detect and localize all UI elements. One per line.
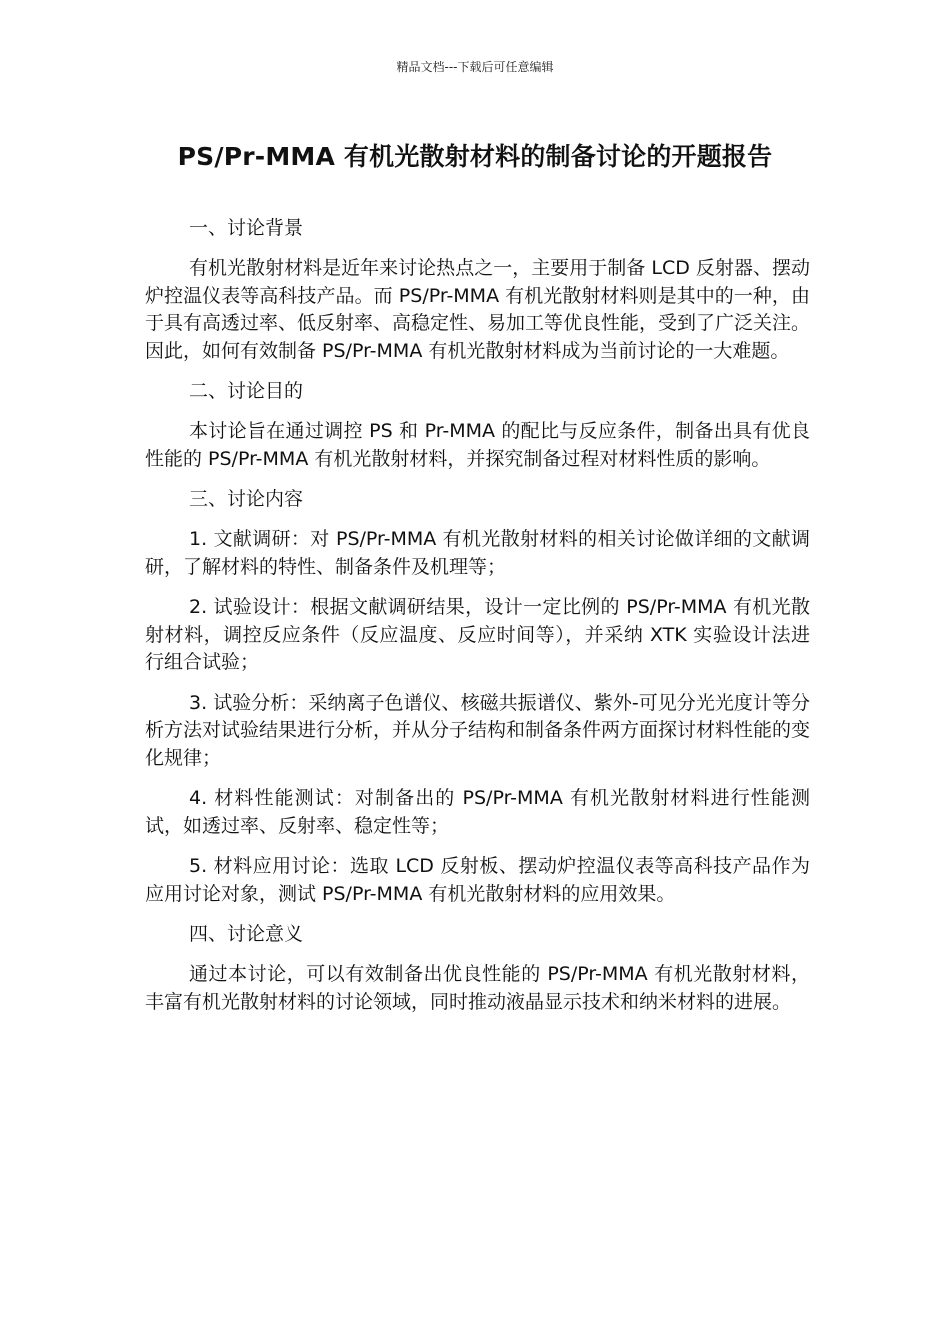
list-item: 1. 文献调研：对 PS/Pr-MMA 有机光散射材料的相关讨论做详细的文献调研，了解材料的特性、制备条件及机理等； (145, 528, 810, 578)
list-item: 3. 试验分析：采纳离子色谱仪、核磁共振谱仪、紫外-可见分光光度计等分析方法对试验结果进行分析，并从分子结构和制备条件两方面探讨材料性能的变化规律； (145, 691, 811, 769)
list-item: 4. 材料性能测试：对制备出的 PS/Pr-MMA 有机光散射材料进行性能测试，如透过率、反射率、稳定性等； (145, 787, 810, 837)
section-background (145, 215, 810, 365)
document-title: PS/Pr-MMA 有机光散射材料的制备讨论的开题报告 (177, 142, 773, 171)
section-heading: 一、讨论背景 (189, 217, 304, 239)
section-content (145, 486, 810, 908)
section-purpose (145, 378, 810, 473)
section-significance (145, 921, 810, 1016)
document-body (145, 215, 810, 1029)
paragraph: 通过本讨论，可以有效制备出优良性能的 PS/Pr-MMA 有机光散射材料，丰富有机光散射材料的讨论领域，同时推动液晶显示技术和纳米材料的进展。 (145, 963, 810, 1013)
section-heading: 三、讨论内容 (189, 488, 304, 510)
header-note: 精品文档---下载后可任意编辑 (396, 60, 554, 74)
paragraph: 本讨论旨在通过调控 PS 和 Pr-MMA 的配比与反应条件，制备出具有优良性能的 PS/Pr-MMA 有机光散射材料，并探究制备过程对材料性质的影响。 (145, 420, 810, 470)
list-item: 2. 试验设计：根据文献调研结果，设计一定比例的 PS/Pr-MMA 有机光散射材料，调控反应条件（反应温度、反应时间等），并采纳 XTK 实验设计法进行组合试验； (145, 596, 810, 673)
list-item: 5. 材料应用讨论：选取 LCD 反射板、摆动炉控温仪表等高科技产品作为应用讨论对象，测试 PS/Pr-MMA 有机光散射材料的应用效果。 (145, 855, 810, 905)
section-heading: 四、讨论意义 (189, 923, 304, 945)
section-heading: 二、讨论目的 (189, 380, 304, 402)
paragraph: 有机光散射材料是近年来讨论热点之一，主要用于制备 LCD 反射器、摆动炉控温仪表等高科技产品。而 PS/Pr-MMA 有机光散射材料则是其中的一种，由于具有高透过率、低反射率、高稳定性、易加工等优良性能，受到了广泛关注。因此，如何有效制备 PS/Pr-MMA 有机光散射材料成为当前讨论的一大难题。 (145, 257, 811, 362)
